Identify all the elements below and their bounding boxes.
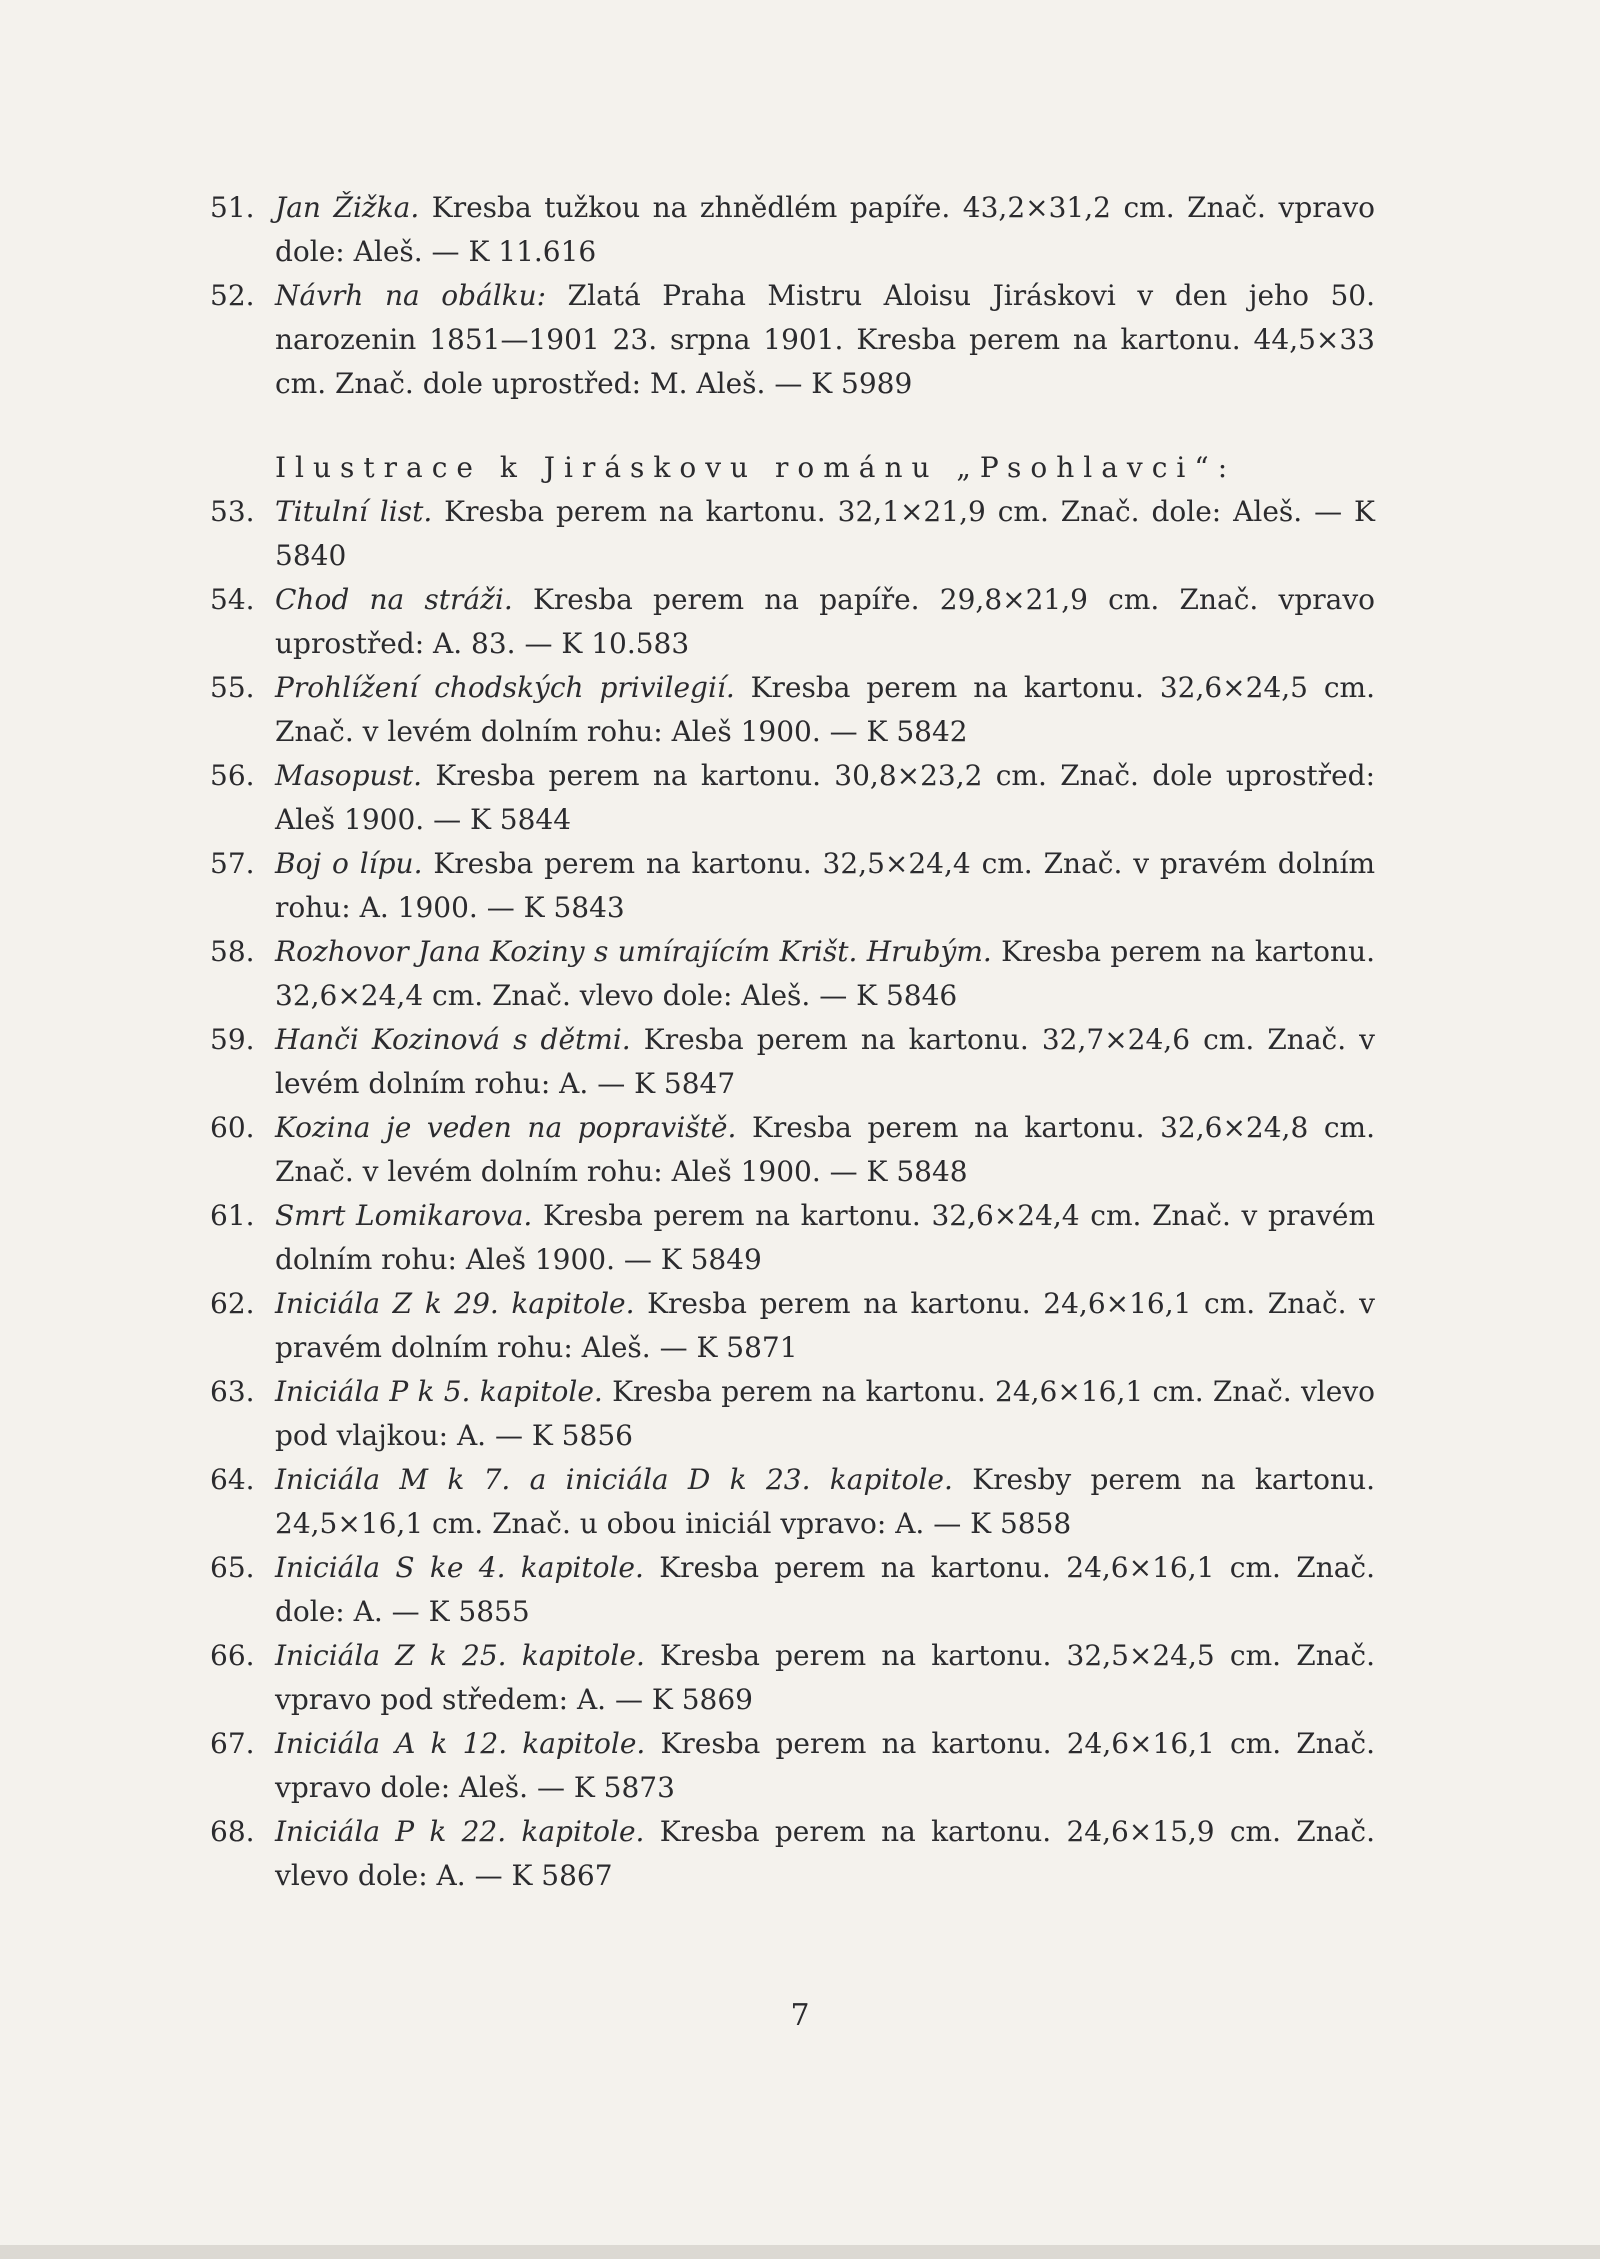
entry-title: Iniciála M k 7. a iniciála D k 23. kapitole. xyxy=(275,1463,953,1496)
entry-number: 55. xyxy=(210,671,255,704)
catalog-entry xyxy=(210,1018,1375,1106)
catalog-entry xyxy=(210,666,1375,754)
entry-text: Kresba perem na kartonu. 32,1×21,9 cm. Znač. dole: Aleš. — K 5840 xyxy=(275,495,1375,572)
catalog-entry xyxy=(210,274,1375,406)
entry-title: Boj o lípu. xyxy=(275,847,423,880)
entry-number: 53. xyxy=(210,495,255,528)
entry-text: Kresba perem na kartonu. 32,6×24,8 cm. Znač. v levém dolním rohu: Aleš 1900. — K 5848 xyxy=(275,1111,1375,1188)
catalog-entry xyxy=(210,1634,1375,1722)
entry-text: Kresba perem na papíře. 29,8×21,9 cm. Znač. vpravo uprostřed: A. 83. — K 10.583 xyxy=(275,583,1376,660)
entry-number: 62. xyxy=(210,1287,255,1320)
entry-title: Prohlížení chodských privilegií. xyxy=(275,671,735,704)
entry-number: 66. xyxy=(210,1639,255,1672)
entry-text: Kresba perem na kartonu. 24,6×16,1 cm. Znač. v pravém dolním rohu: Aleš. — K 5871 xyxy=(275,1287,1375,1364)
page-number: 7 xyxy=(790,1998,810,2033)
catalog-entry xyxy=(210,578,1375,666)
entry-title: Kozina je veden na popraviště. xyxy=(275,1111,737,1144)
entry-number: 51. xyxy=(210,191,255,224)
entry-text: Kresba perem na kartonu. 32,5×24,5 cm. Znač. vpravo pod středem: A. — K 5869 xyxy=(275,1639,1376,1716)
entry-text: Kresba perem na kartonu. 32,6×24,4 cm. Znač. vlevo dole: Aleš. — K 5846 xyxy=(275,935,1376,1012)
entry-title: Rozhovor Jana Koziny s umírajícím Krišt. Hrubým. xyxy=(275,935,992,968)
entry-title: Iniciála Z k 25. kapitole. xyxy=(275,1639,645,1672)
entry-number: 60. xyxy=(210,1111,255,1144)
catalog-content xyxy=(210,186,1375,1898)
entry-number: 56. xyxy=(210,759,255,792)
entry-title: Iniciála P k 5. kapitole. xyxy=(275,1375,603,1408)
entry-text: Kresba perem na kartonu. 32,6×24,5 cm. Znač. v levém dolním rohu: Aleš 1900. — K 5842 xyxy=(275,671,1375,748)
entry-title: Smrt Lomikarova. xyxy=(275,1199,533,1232)
entry-text: Kresba perem na kartonu. 24,6×16,1 cm. Znač. vpravo dole: Aleš. — K 5873 xyxy=(275,1727,1375,1804)
entry-text: Kresba perem na kartonu. 32,5×24,4 cm. Znač. v pravém dolním rohu: A. 1900. — K 5843 xyxy=(275,847,1375,924)
catalog-entry xyxy=(210,1282,1375,1370)
entry-text: Kresba perem na kartonu. 32,6×24,4 cm. Znač. v pravém dolním rohu: Aleš 1900. — K 5849 xyxy=(275,1199,1375,1276)
entry-number: 58. xyxy=(210,935,255,968)
entry-number: 64. xyxy=(210,1463,255,1496)
catalog-entry xyxy=(210,1546,1375,1634)
entry-text: Zlatá Praha Mistru Aloisu Jiráskovi v den jeho 50. narozenin 1851—1901 23. srpna 1901. Kresba perem na kartonu. 44,5×33 cm. Znač. dole uprostřed: M. Aleš. — K 5989 xyxy=(275,279,1375,400)
catalog-entry xyxy=(210,1194,1375,1282)
entry-text: Kresba perem na kartonu. 24,6×15,9 cm. Znač. vlevo dole: A. — K 5867 xyxy=(275,1815,1375,1892)
entry-text: Kresba perem na kartonu. 24,6×16,1 cm. Znač. vlevo pod vlajkou: A. — K 5856 xyxy=(275,1375,1375,1452)
catalog-entry xyxy=(210,754,1375,842)
entry-title: Jan Žižka. xyxy=(275,191,420,224)
entry-title: Titulní list. xyxy=(275,495,433,528)
catalog-entry xyxy=(210,1106,1375,1194)
catalog-entry xyxy=(210,1458,1375,1546)
catalog-entry xyxy=(210,1722,1375,1810)
catalog-entry xyxy=(210,842,1375,930)
catalog-entry xyxy=(210,186,1375,274)
catalog-entry xyxy=(210,1810,1375,1898)
entry-title: Hanči Kozinová s dětmi. xyxy=(275,1023,631,1056)
entry-number: 52. xyxy=(210,279,255,312)
entry-number: 54. xyxy=(210,583,255,616)
entry-number: 57. xyxy=(210,847,255,880)
entry-text: Kresby perem na kartonu. 24,5×16,1 cm. Znač. u obou iniciál vpravo: A. — K 5858 xyxy=(275,1463,1375,1540)
entry-text: Kresba perem na kartonu. 32,7×24,6 cm. Znač. v levém dolním rohu: A. — K 5847 xyxy=(275,1023,1376,1100)
entry-number: 67. xyxy=(210,1727,255,1760)
entry-number: 61. xyxy=(210,1199,255,1232)
entry-title: Chod na stráži. xyxy=(275,583,513,616)
entry-number: 63. xyxy=(210,1375,255,1408)
section-heading: Ilustrace k Jiráskovu románu „Psohlavci“: xyxy=(275,451,1237,484)
entry-text: Kresba perem na kartonu. 30,8×23,2 cm. Znač. dole uprostřed: Aleš 1900. — K 5844 xyxy=(275,759,1375,836)
entry-text: Kresba tužkou na zhnědlém papíře. 43,2×31,2 cm. Znač. vpravo dole: Aleš. — K 11.616 xyxy=(275,191,1375,268)
catalog-entry xyxy=(210,1370,1375,1458)
entry-number: 68. xyxy=(210,1815,255,1848)
entry-title: Návrh na obálku: xyxy=(275,279,547,312)
entry-title: Iniciála S ke 4. kapitole. xyxy=(275,1551,644,1584)
catalog-entry xyxy=(210,930,1375,1018)
page-edge xyxy=(0,2245,1600,2259)
entry-title: Masopust. xyxy=(275,759,423,792)
catalog-entry xyxy=(210,490,1375,578)
entry-text: Kresba perem na kartonu. 24,6×16,1 cm. Znač. dole: A. — K 5855 xyxy=(275,1551,1375,1628)
entry-title: Iniciála A k 12. kapitole. xyxy=(275,1727,646,1760)
entry-title: Iniciála P k 22. kapitole. xyxy=(275,1815,645,1848)
entry-number: 59. xyxy=(210,1023,255,1056)
entry-title: Iniciála Z k 29. kapitole. xyxy=(275,1287,635,1320)
entry-number: 65. xyxy=(210,1551,255,1584)
